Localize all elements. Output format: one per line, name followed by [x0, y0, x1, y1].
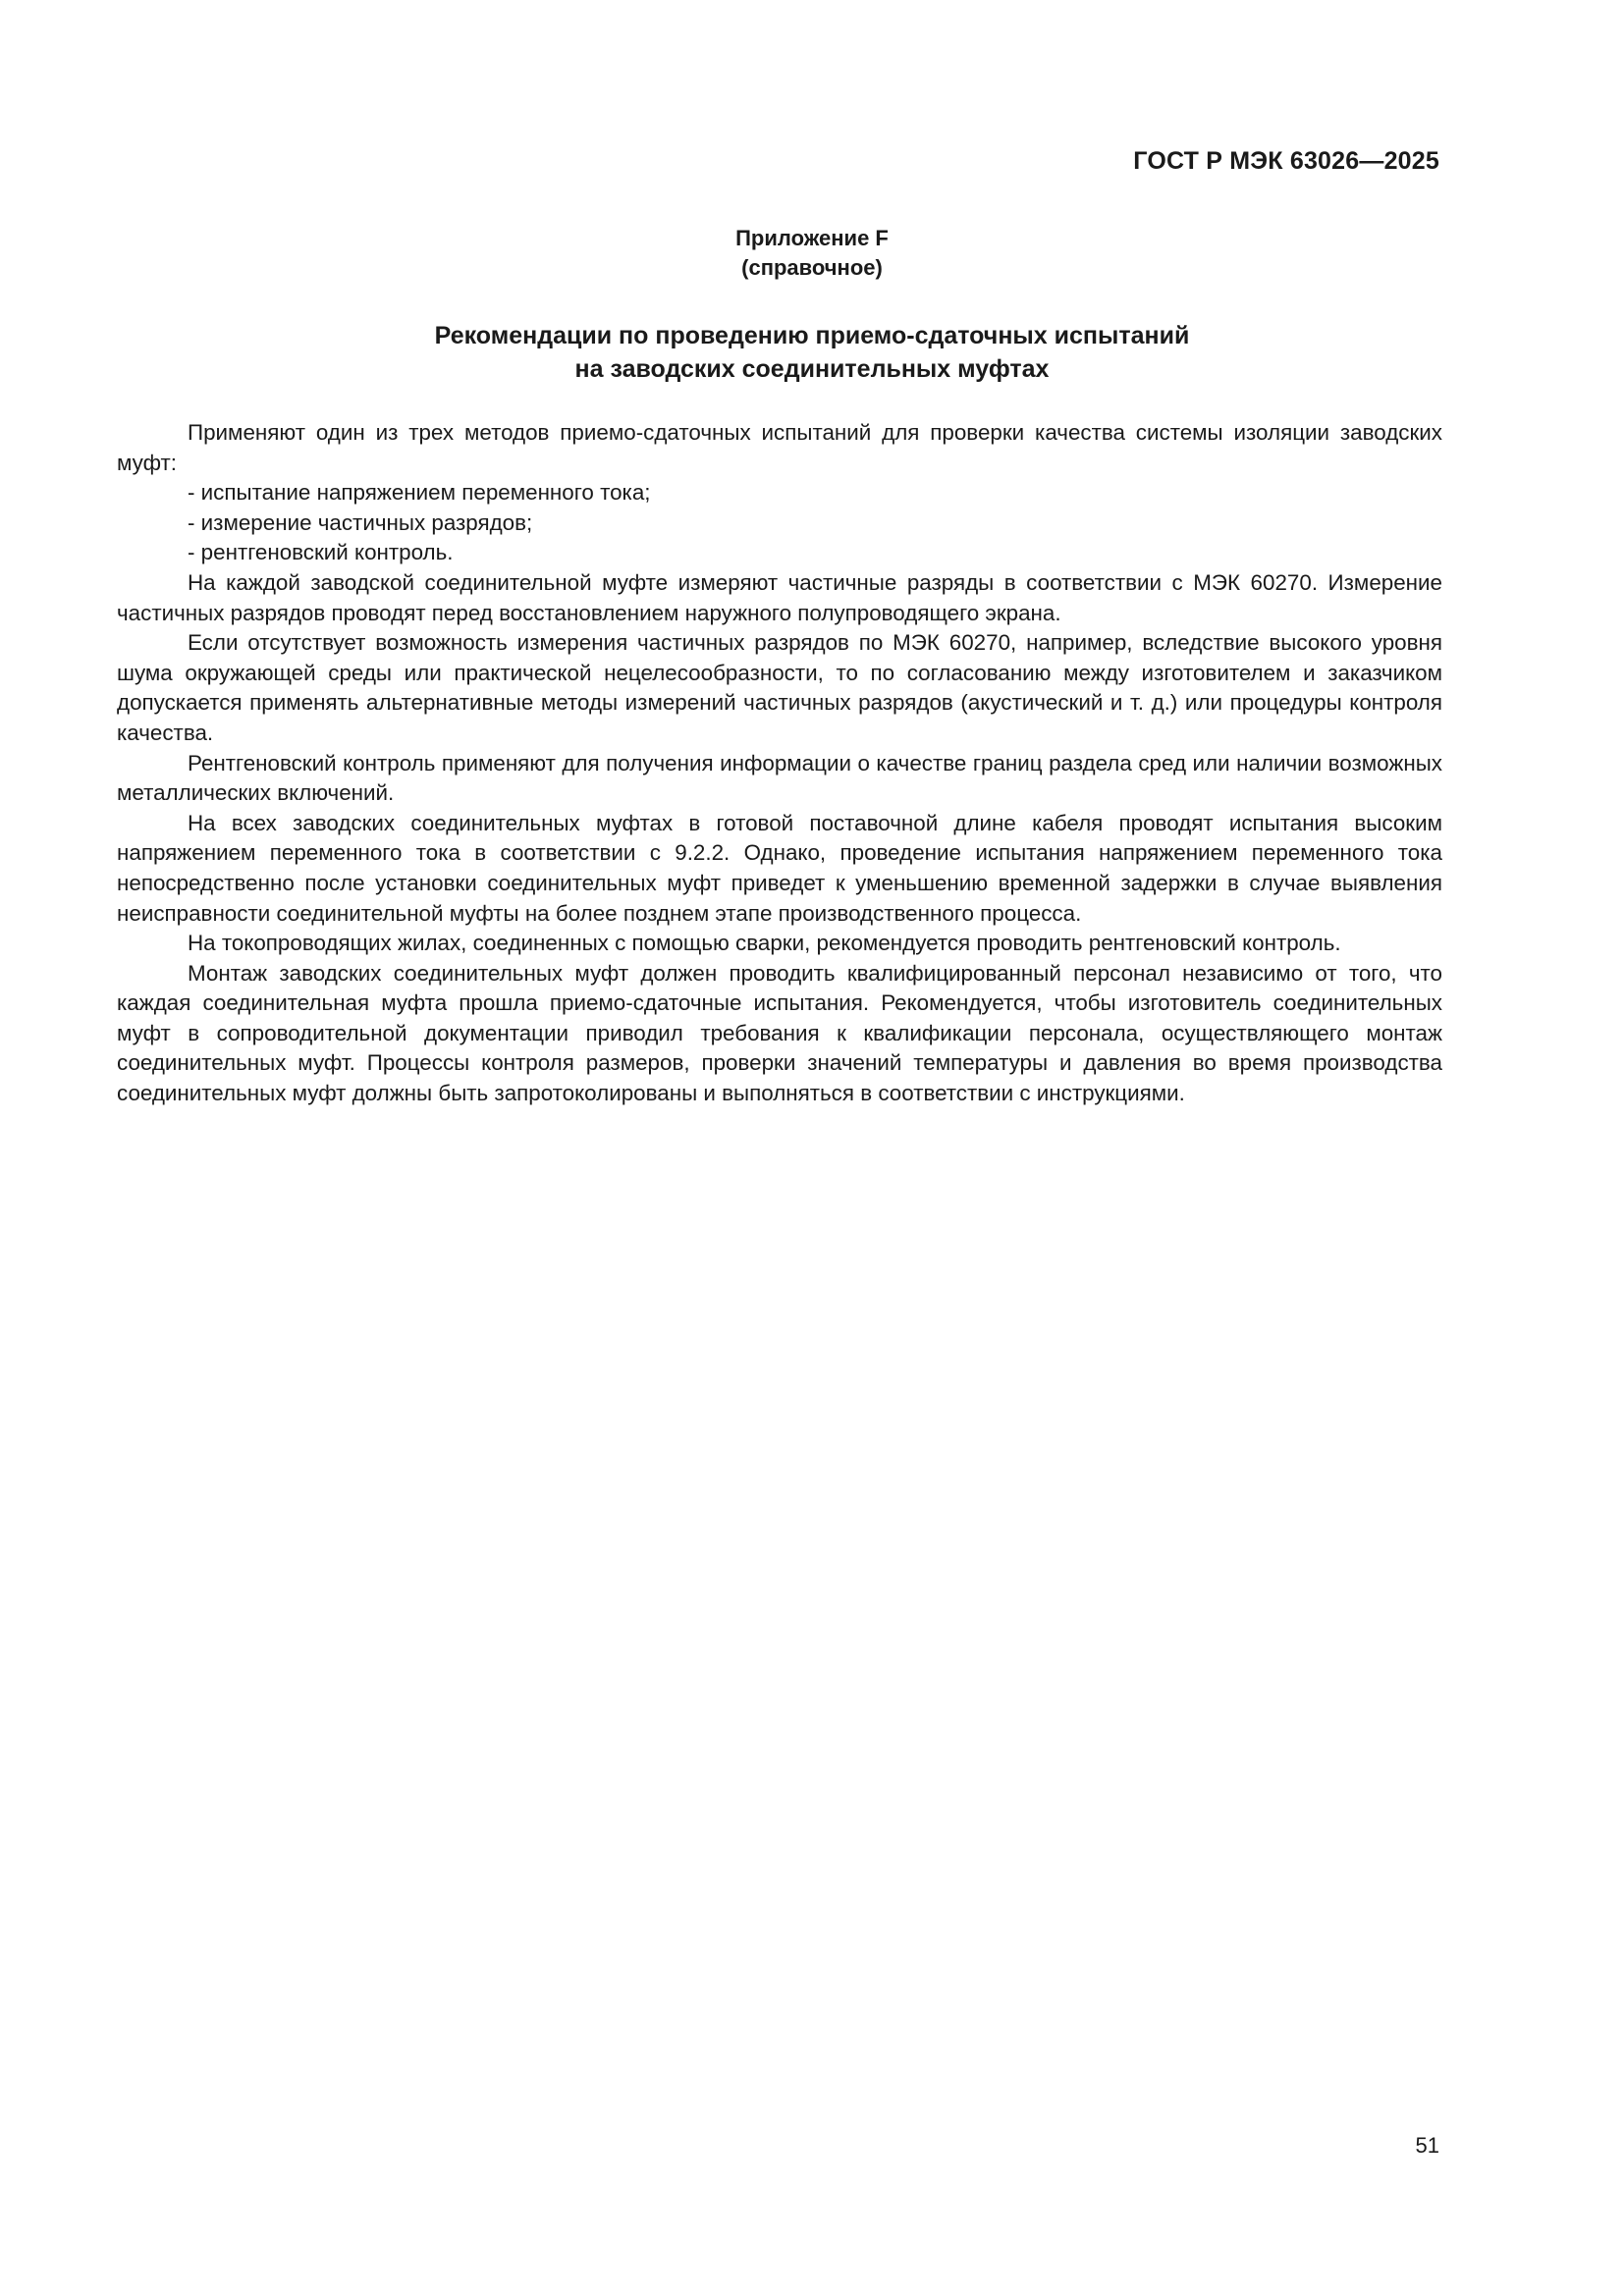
annex-heading	[0, 224, 1624, 283]
body-text	[117, 418, 1442, 1109]
section-title-line-1: Рекомендации по проведению приемо-сдаточных испытаний	[434, 322, 1190, 349]
paragraph: Монтаж заводских соединительных муфт должен проводить квалифицированный персонал независимо от того, что каждая соединительная муфта прошла приемо-сдаточные испытания. Рекомендуется, чтобы изготовитель соединительных муфт в сопроводительной документации приводил требования к квалификации персонала, осуществляющего монтаж соединительных муфт. Процессы контроля размеров, проверки значений температуры и давления во время производства соединительных муфт должны быть запротоколированы и выполняться в соответствии с инструкциями.	[117, 960, 1442, 1106]
section-title-line-2: на заводских соединительных муфтах	[574, 355, 1050, 383]
page-number: 51	[1415, 2133, 1439, 2158]
paragraph: Если отсутствует возможность измерения частичных разрядов по МЭК 60270, например, вследствие высокого уровня шума окружающей среды или практической нецелесообразности, то по согласованию между изготовителем и заказчиком допускается применять альтернативные методы измерений частичных разрядов (акустический и т. д.) или процедуры контроля качества.	[117, 630, 1442, 745]
standard-number: ГОСТ Р МЭК 63026—2025	[1133, 147, 1439, 175]
paragraph: Рентгеновский контроль применяют для получения информации о качестве границ раздела сред или наличии возможных металлических включений.	[117, 750, 1442, 806]
paragraph-intro: Применяют один из трех методов приемо-сдаточных испытаний для проверки качества системы изоляции заводских муфт:	[117, 420, 1442, 475]
list-item: - рентгеновский контроль.	[188, 540, 454, 565]
annex-label: Приложение F	[735, 226, 889, 250]
paragraph: На всех заводских соединительных муфтах в готовой поставочной длине кабеля проводят испытания высоким напряжением переменного тока в соответствии с 9.2.2. Однако, проведение испытания напряжением переменного тока непосредственно после установки соединительных муфт приведет к уменьшению временной задержки в случае выявления неисправности соединительной муфты на более позднем этапе производственного процесса.	[117, 810, 1442, 926]
list-item: - измерение частичных разрядов;	[188, 509, 533, 535]
list-item: - испытание напряжением переменного тока;	[188, 480, 651, 506]
annex-status: (справочное)	[741, 255, 883, 280]
section-title	[0, 319, 1624, 386]
paragraph: На токопроводящих жилах, соединенных с помощью сварки, рекомендуется проводить рентгеновский контроль.	[188, 931, 1341, 956]
paragraph: На каждой заводской соединительной муфте измеряют частичные разряды в соответствии с МЭК 60270. Измерение частичных разрядов проводят перед восстановлением наружного полупроводящего экрана.	[117, 569, 1442, 625]
